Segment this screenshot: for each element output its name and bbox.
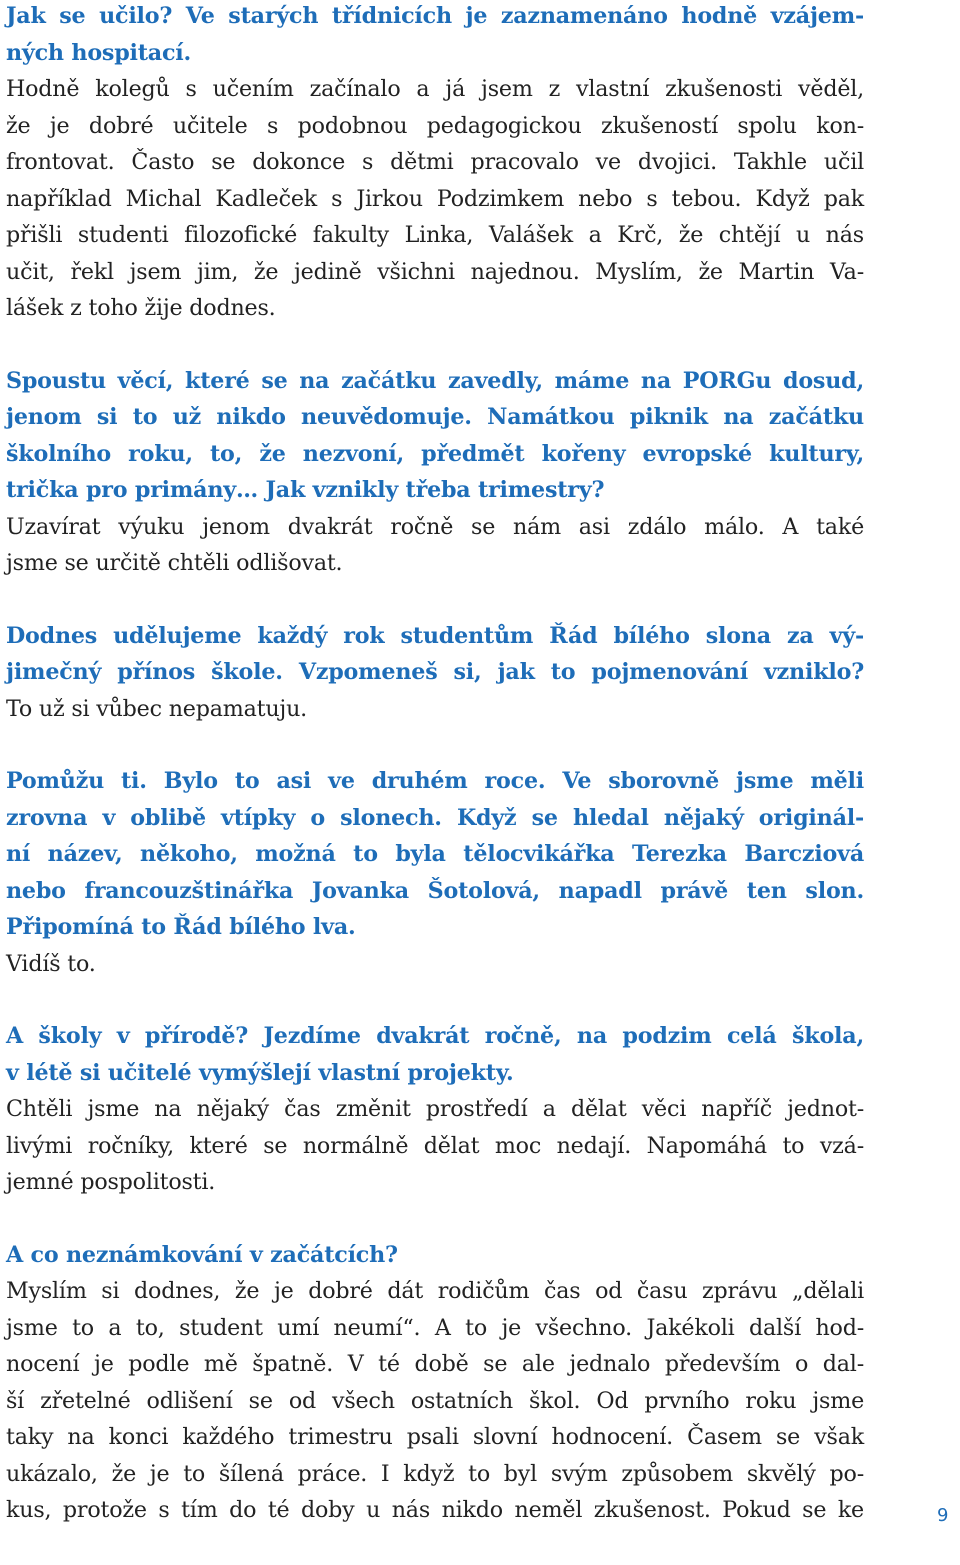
question-text: Pomůžu ti. Bylo to asi ve druhém roce. Ve sborovně jsme měli [6, 768, 864, 794]
answer-text: přišli studenti filozofické fakulty Linka, Valášek a Krč, že chtějí u nás [6, 222, 864, 248]
text-line [6, 909, 864, 946]
interview-block [6, 0, 864, 327]
text-line [6, 654, 864, 691]
text-line [6, 873, 864, 910]
answer-text: nocení je podle mě špatně. V té době se ale jednalo především o dal- [6, 1351, 864, 1377]
answer-text: Uzavírat výuku jenom dvakrát ročně se nám asi zdálo málo. A také [6, 513, 864, 540]
answer-text: livými ročníky, které se normálně dělat moc nedají. Napomáhá to vzá- [6, 1132, 864, 1159]
text-line [6, 1091, 864, 1128]
interview-block [6, 618, 864, 728]
answer-text: frontovat. Často se dokonce s dětmi pracovalo ve dvojici. Takhle učil [6, 149, 864, 175]
answer-text: učit, řekl jsem jim, že jedině všichni najednou. Myslím, že Martin Va- [6, 258, 864, 285]
question-text: Jak se učilo? Ve starých třídnicích je zaznamenáno hodně vzájem- [6, 3, 864, 29]
text-line [6, 946, 864, 983]
answer-text: To už si vůbec nepamatuju. [6, 695, 308, 722]
interview-block [6, 363, 864, 582]
question-text: ní název, někoho, možná to byla tělocvikářka Terezka Barcziová [6, 841, 864, 867]
question-text: Dodnes udělujeme každý rok studentům Řád bílého slona za vý- [6, 622, 864, 649]
text-line [6, 144, 864, 181]
question-text: školního roku, to, že nezvoní, předmět kořeny evropské kultury, [6, 440, 864, 467]
text-line [6, 35, 864, 72]
question-text: Připomíná to Řád bílého lva. [6, 914, 356, 940]
interview-block [6, 1237, 864, 1529]
text-line [6, 509, 864, 546]
question-text: jenom si to už nikdo neuvědomuje. Namátkou piknik na začátku [6, 404, 864, 430]
question-text: nebo francouzštinářka Jovanka Šotolová, napadl právě ten slon. [6, 877, 864, 904]
text-line [6, 691, 864, 728]
answer-text: Vidíš to. [6, 950, 96, 977]
text-column [6, 0, 864, 1565]
question-text: trička pro primány… Jak vznikly třeba trimestry? [6, 477, 605, 503]
answer-text: ší zřetelné odlišení se od všech ostatních škol. Od prvního roku jsme [6, 1387, 864, 1414]
question-text: A školy v přírodě? Jezdíme dvakrát ročně, na podzim celá škola, [6, 1023, 864, 1049]
answer-text: Myslím si dodnes, že je dobré dát rodičům čas od času zprávu „dělali [6, 1278, 864, 1304]
text-line [6, 217, 864, 254]
text-line [6, 1237, 864, 1274]
answer-text: že je dobré učitele s podobnou pedagogickou zkušeností spolu kon- [6, 112, 864, 139]
answer-text: jemné pospolitosti. [6, 1169, 216, 1195]
page-number: 9 [937, 1505, 949, 1526]
text-line [6, 108, 864, 145]
question-text: A co neznámkování v začátcích? [6, 1241, 398, 1268]
interview-block [6, 763, 864, 982]
text-line [6, 1383, 864, 1420]
text-line [6, 472, 864, 509]
text-line [6, 1492, 864, 1529]
question-text: Spoustu věcí, které se na začátku zavedly, máme na PORGu dosud, [6, 367, 864, 394]
text-line [6, 763, 864, 800]
text-line [6, 71, 864, 108]
text-line [6, 399, 864, 436]
text-line [6, 1310, 864, 1347]
text-line [6, 1128, 864, 1165]
question-text: v létě si učitelé vymýšlejí vlastní projekty. [6, 1059, 514, 1086]
text-line [6, 1456, 864, 1493]
text-line [6, 1346, 864, 1383]
answer-text: například Michal Kadleček s Jirkou Podzimkem nebo s tebou. Když pak [6, 185, 864, 212]
text-line [6, 1273, 864, 1310]
text-line [6, 800, 864, 837]
text-line [6, 836, 864, 873]
answer-text: jsme to a to, student umí neumí“. A to je všechno. Jakékoli další hod- [6, 1314, 864, 1341]
answer-text: jsme se určitě chtěli odlišovat. [6, 550, 343, 576]
answer-text: ukázalo, že je to šílená práce. I když to byl svým způsobem skvělý po- [6, 1460, 864, 1487]
text-line [6, 0, 864, 35]
question-text: ných hospitací. [6, 39, 192, 66]
text-line [6, 363, 864, 400]
text-line [6, 254, 864, 291]
text-line [6, 1419, 864, 1456]
answer-text: lášek z toho žije dodnes. [6, 295, 276, 321]
text-line [6, 436, 864, 473]
interview-block [6, 1018, 864, 1201]
text-line [6, 1164, 864, 1201]
answer-text: Hodně kolegů s učením začínalo a já jsem z vlastní zkušenosti věděl, [6, 76, 864, 102]
text-line [6, 181, 864, 218]
answer-text: kus, protože s tím do té doby u nás nikdo neměl zkušenost. Pokud se ke [6, 1497, 864, 1523]
text-line [6, 545, 864, 582]
text-line [6, 618, 864, 655]
answer-text: Chtěli jsme na nějaký čas změnit prostředí a dělat věci napříč jednot- [6, 1096, 864, 1122]
question-text: zrovna v oblibě vtípky o slonech. Když se hledal nějaký originál- [6, 804, 864, 831]
text-line [6, 1018, 864, 1055]
question-text: jimečný přínos škole. Vzpomeneš si, jak to pojmenování vzniklo? [6, 659, 864, 685]
text-line [6, 290, 864, 327]
answer-text: taky na konci každého trimestru psali slovní hodnocení. Časem se však [6, 1424, 864, 1450]
text-line [6, 1055, 864, 1092]
